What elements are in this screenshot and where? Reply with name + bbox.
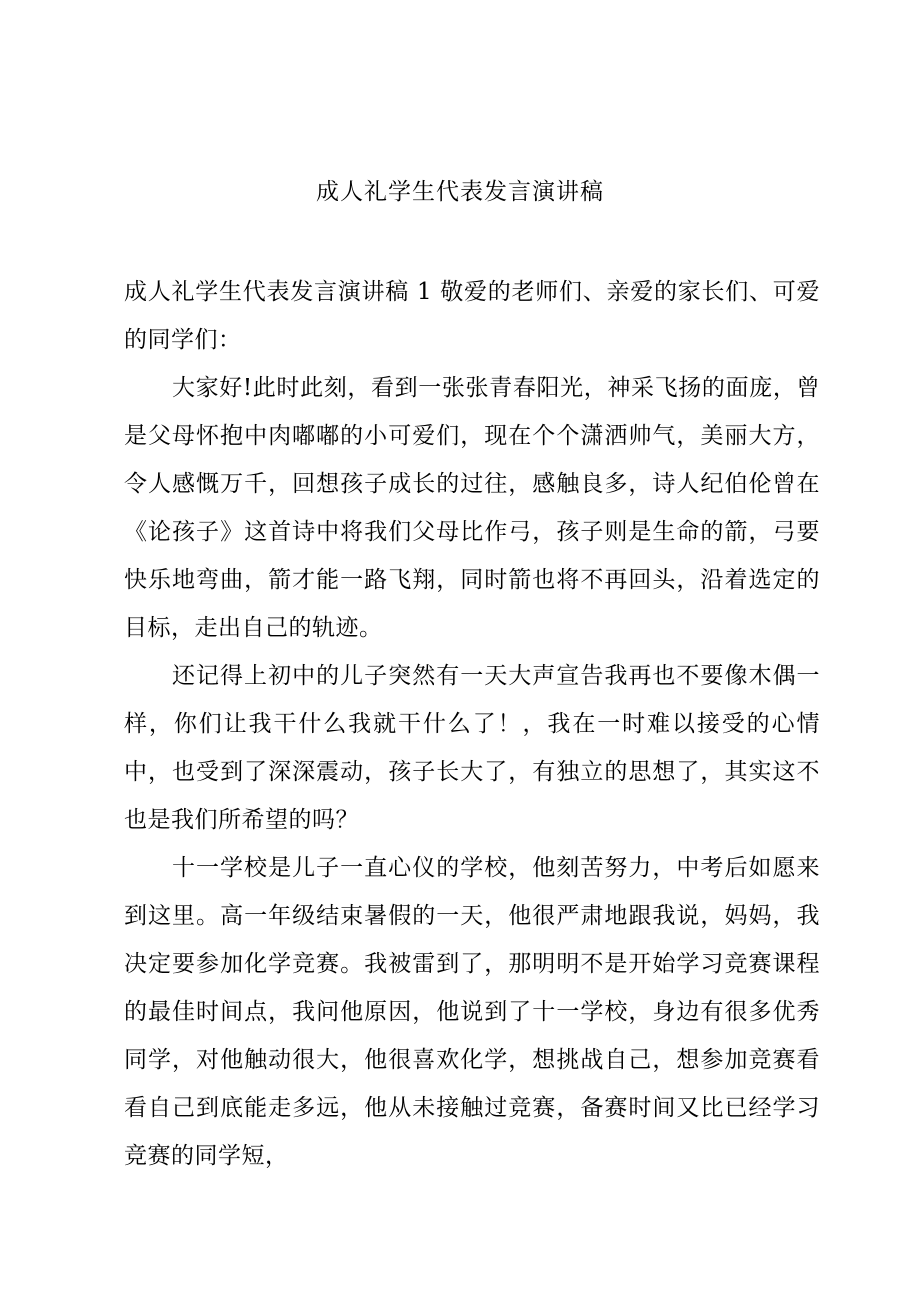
- document-title: 成人礼学生代表发言演讲稿: [316, 179, 604, 205]
- body-paragraph-1: 大家好!此时此刻，看到一张张青春阳光，神采飞扬的面庞，曾是父母怀抱中肉嘟嘟的小可爱们，现在个个潇洒帅气，美丽大方，令人感慨万千，回想孩子成长的过往，感触良多，诗人纪伯伦曾在《论孩子》这首诗中将我们父母比作弓，孩子则是生命的箭，弓要快乐地弯曲，箭才能一路飞翔，同时箭也将不再回头，沿着选定的目标，走出自己的轨迹。: [124, 375, 820, 641]
- document-body: [124, 268, 820, 1180]
- salutation-paragraph: 成人礼学生代表发言演讲稿 1 敬爱的老师们、亲爱的家长们、可爱的同学们：: [124, 279, 820, 353]
- body-paragraph-2: 还记得上初中的儿子突然有一天大声宣告我再也不要像木偶一样，你们让我干什么我就干什么了！，我在一时难以接受的心情中，也受到了深深震动，孩子长大了，有独立的思想了，其实这不也是我们所希望的吗？: [124, 663, 820, 833]
- body-paragraph-3: 十一学校是儿子一直心仪的学校，他刻苦努力，中考后如愿来到这里。高一年级结束暑假的一天，他很严肃地跟我说，妈妈，我决定要参加化学竞赛。我被雷到了，那明明不是开始学习竞赛课程的最佳时间点，我问他原因，他说到了十一学校，身边有很多优秀同学，对他触动很大，他很喜欢化学，想挑战自己，想参加竞赛看看自己到底能走多远，他从未接触过竞赛，备赛时间又比已经学习竞赛的同学短，: [124, 855, 820, 1169]
